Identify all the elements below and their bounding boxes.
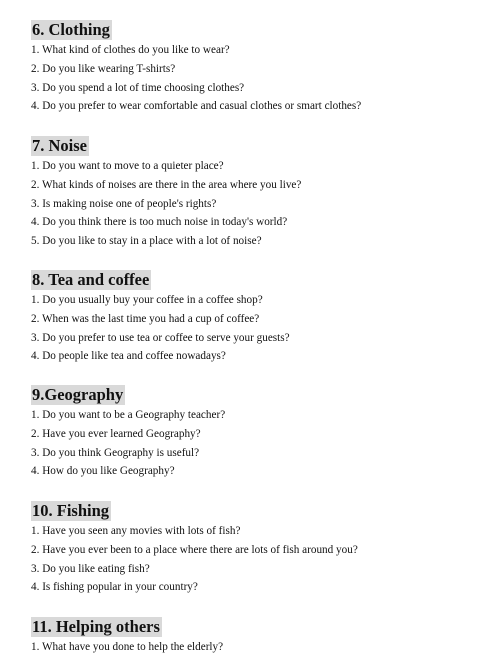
section-helping-others <box>31 617 491 657</box>
section-clothing <box>31 20 491 116</box>
section-tea-and-coffee <box>31 270 491 366</box>
question-item: 1. What have you done to help the elderly? <box>31 641 224 653</box>
question-list <box>31 638 491 657</box>
question-item: 4. Do people like tea and coffee nowadays? <box>31 350 226 363</box>
section-noise <box>31 136 491 251</box>
section-heading: 8. Tea and coffee <box>32 270 150 289</box>
question-item: 2. When was the last time you had a cup of coffee? <box>31 312 260 325</box>
question-item: 1. Do you want to move to a quieter place? <box>31 160 224 172</box>
question-item: 2. What kinds of noises are there in the area where you live? <box>31 178 302 191</box>
question-item: 2. Have you ever been to a place where there are lots of fish around you? <box>31 543 358 556</box>
question-item: 2. Have you ever learned Geography? <box>31 427 201 440</box>
question-list <box>31 291 491 366</box>
question-item: 4. Is fishing popular in your country? <box>31 581 198 594</box>
section-heading: 10. Fishing <box>32 501 110 520</box>
question-item: 4. How do you like Geography? <box>31 465 175 478</box>
section-heading: 6. Clothing <box>32 20 110 39</box>
question-item: 3. Do you spend a lot of time choosing clothes? <box>31 81 245 94</box>
question-item: 5. Do you like to stay in a place with a lot of noise? <box>31 235 262 248</box>
question-list <box>31 406 491 481</box>
section-heading: 7. Noise <box>32 136 87 155</box>
question-item: 3. Do you like eating fish? <box>31 562 150 575</box>
section-geography <box>31 385 491 481</box>
question-list <box>31 157 491 251</box>
question-item: 1. Have you seen any movies with lots of fish? <box>31 525 241 537</box>
question-item: 3. Do you think Geography is useful? <box>31 446 200 459</box>
question-item: 4. Do you think there is too much noise in today's world? <box>31 216 288 229</box>
question-item: 1. Do you usually buy your coffee in a coffee shop? <box>31 294 263 306</box>
question-item: 3. Do you prefer to use tea or coffee to serve your guests? <box>31 331 290 344</box>
section-heading: 9.Geography <box>32 385 124 404</box>
section-fishing <box>31 501 491 597</box>
question-list <box>31 41 491 116</box>
question-item: 1. What kind of clothes do you like to wear? <box>31 44 230 56</box>
question-item: 2. Do you like wearing T-shirts? <box>31 62 176 75</box>
question-item: 4. Do you prefer to wear comfortable and casual clothes or smart clothes? <box>31 100 362 113</box>
section-heading: 11. Helping others <box>32 617 160 636</box>
question-list <box>31 522 491 597</box>
question-item: 1. Do you want to be a Geography teacher? <box>31 409 226 421</box>
question-item: 3. Is making noise one of people's rights? <box>31 197 217 210</box>
